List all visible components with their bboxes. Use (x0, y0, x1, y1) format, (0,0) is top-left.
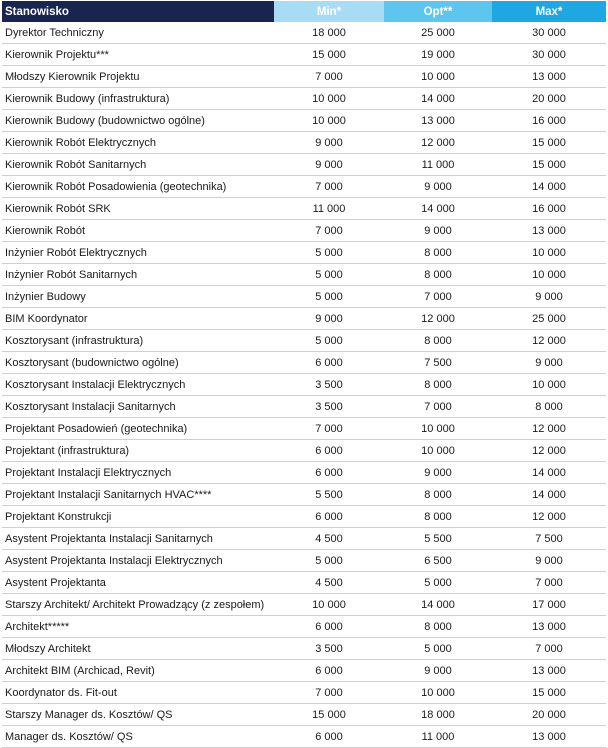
min-cell: 3 500 (274, 638, 384, 660)
table-row (2, 594, 606, 616)
position-cell: Kosztorysant Instalacji Sanitarnych (2, 396, 274, 418)
max-cell: 13 000 (492, 220, 606, 242)
table-row (2, 440, 606, 462)
opt-cell: 19 000 (384, 44, 492, 66)
opt-cell: 7 000 (384, 396, 492, 418)
max-cell: 20 000 (492, 704, 606, 726)
min-cell: 3 500 (274, 374, 384, 396)
min-cell: 6 000 (274, 660, 384, 682)
max-cell: 7 000 (492, 572, 606, 594)
min-cell: 10 000 (274, 110, 384, 132)
max-cell: 14 000 (492, 462, 606, 484)
position-cell: Inżynier Robót Elektrycznych (2, 242, 274, 264)
opt-cell: 8 000 (384, 242, 492, 264)
position-cell: Projektant Posadowień (geotechnika) (2, 418, 274, 440)
max-cell: 20 000 (492, 88, 606, 110)
table-row (2, 44, 606, 66)
table-row (2, 396, 606, 418)
table-row (2, 528, 606, 550)
max-cell: 12 000 (492, 440, 606, 462)
min-cell: 5 000 (274, 264, 384, 286)
opt-cell: 18 000 (384, 704, 492, 726)
min-cell: 6 000 (274, 616, 384, 638)
position-cell: Architekt BIM (Archicad, Revit) (2, 660, 274, 682)
max-cell: 12 000 (492, 330, 606, 352)
header-opt: Opt** (384, 1, 492, 22)
opt-cell: 10 000 (384, 440, 492, 462)
header-position: Stanowisko (2, 1, 274, 22)
opt-cell: 10 000 (384, 682, 492, 704)
table-row (2, 418, 606, 440)
position-cell: Dyrektor Techniczny (2, 22, 274, 44)
table-row (2, 220, 606, 242)
max-cell: 13 000 (492, 726, 606, 748)
table-row (2, 110, 606, 132)
table-row (2, 176, 606, 198)
table-row (2, 572, 606, 594)
opt-cell: 11 000 (384, 154, 492, 176)
min-cell: 4 500 (274, 572, 384, 594)
position-cell: Kosztorysant (infrastruktura) (2, 330, 274, 352)
max-cell: 9 000 (492, 550, 606, 572)
position-cell: Kierownik Robót Elektrycznych (2, 132, 274, 154)
position-cell: BIM Koordynator (2, 308, 274, 330)
opt-cell: 25 000 (384, 22, 492, 44)
min-cell: 10 000 (274, 594, 384, 616)
position-cell: Kierownik Robót SRK (2, 198, 274, 220)
opt-cell: 14 000 (384, 198, 492, 220)
max-cell: 14 000 (492, 484, 606, 506)
header-min: Min* (274, 1, 384, 22)
table-row (2, 330, 606, 352)
min-cell: 18 000 (274, 22, 384, 44)
max-cell: 9 000 (492, 286, 606, 308)
max-cell: 10 000 (492, 374, 606, 396)
table-row (2, 462, 606, 484)
max-cell: 13 000 (492, 616, 606, 638)
opt-cell: 7 500 (384, 352, 492, 374)
min-cell: 15 000 (274, 704, 384, 726)
table-row (2, 374, 606, 396)
max-cell: 10 000 (492, 264, 606, 286)
position-cell: Kierownik Projektu*** (2, 44, 274, 66)
position-cell: Asystent Projektanta Instalacji Elektrycznych (2, 550, 274, 572)
table-body (2, 22, 606, 748)
position-cell: Projektant (infrastruktura) (2, 440, 274, 462)
min-cell: 7 000 (274, 66, 384, 88)
max-cell: 30 000 (492, 44, 606, 66)
table-row (2, 726, 606, 748)
salary-table (2, 1, 606, 748)
opt-cell: 7 000 (384, 286, 492, 308)
position-cell: Projektant Konstrukcji (2, 506, 274, 528)
max-cell: 13 000 (492, 66, 606, 88)
max-cell: 7 500 (492, 528, 606, 550)
max-cell: 15 000 (492, 682, 606, 704)
opt-cell: 10 000 (384, 418, 492, 440)
table-row (2, 550, 606, 572)
opt-cell: 8 000 (384, 330, 492, 352)
position-cell: Projektant Instalacji Elektrycznych (2, 462, 274, 484)
min-cell: 15 000 (274, 44, 384, 66)
max-cell: 16 000 (492, 110, 606, 132)
opt-cell: 10 000 (384, 66, 492, 88)
table-row (2, 198, 606, 220)
min-cell: 7 000 (274, 682, 384, 704)
opt-cell: 9 000 (384, 462, 492, 484)
table-row (2, 242, 606, 264)
position-cell: Starszy Manager ds. Kosztów/ QS (2, 704, 274, 726)
opt-cell: 14 000 (384, 594, 492, 616)
header-row (2, 1, 606, 22)
table-row (2, 132, 606, 154)
min-cell: 9 000 (274, 308, 384, 330)
table-row (2, 616, 606, 638)
position-cell: Kierownik Robót Sanitarnych (2, 154, 274, 176)
table-row (2, 308, 606, 330)
opt-cell: 12 000 (384, 308, 492, 330)
position-cell: Projektant Instalacji Sanitarnych HVAC**** (2, 484, 274, 506)
max-cell: 25 000 (492, 308, 606, 330)
position-cell: Manager ds. Kosztów/ QS (2, 726, 274, 748)
opt-cell: 9 000 (384, 660, 492, 682)
min-cell: 6 000 (274, 506, 384, 528)
min-cell: 6 000 (274, 352, 384, 374)
position-cell: Asystent Projektanta Instalacji Sanitarnych (2, 528, 274, 550)
min-cell: 5 500 (274, 484, 384, 506)
position-cell: Młodszy Architekt (2, 638, 274, 660)
opt-cell: 8 000 (384, 506, 492, 528)
table-row (2, 154, 606, 176)
max-cell: 10 000 (492, 242, 606, 264)
max-cell: 8 000 (492, 396, 606, 418)
opt-cell: 5 000 (384, 572, 492, 594)
table-row (2, 704, 606, 726)
min-cell: 5 000 (274, 286, 384, 308)
position-cell: Inżynier Budowy (2, 286, 274, 308)
max-cell: 30 000 (492, 22, 606, 44)
table-row (2, 682, 606, 704)
position-cell: Kosztorysant (budownictwo ogólne) (2, 352, 274, 374)
max-cell: 16 000 (492, 198, 606, 220)
table-row (2, 660, 606, 682)
min-cell: 6 000 (274, 462, 384, 484)
min-cell: 9 000 (274, 154, 384, 176)
table-row (2, 638, 606, 660)
min-cell: 5 000 (274, 242, 384, 264)
min-cell: 5 000 (274, 550, 384, 572)
min-cell: 7 000 (274, 176, 384, 198)
opt-cell: 9 000 (384, 176, 492, 198)
min-cell: 6 000 (274, 440, 384, 462)
position-cell: Kierownik Robót Posadowienia (geotechnika) (2, 176, 274, 198)
position-cell: Koordynator ds. Fit-out (2, 682, 274, 704)
max-cell: 14 000 (492, 176, 606, 198)
min-cell: 7 000 (274, 418, 384, 440)
min-cell: 3 500 (274, 396, 384, 418)
opt-cell: 9 000 (384, 220, 492, 242)
opt-cell: 5 500 (384, 528, 492, 550)
table-header (2, 1, 606, 22)
min-cell: 7 000 (274, 220, 384, 242)
position-cell: Kierownik Budowy (budownictwo ogólne) (2, 110, 274, 132)
position-cell: Kierownik Robót (2, 220, 274, 242)
table-row (2, 286, 606, 308)
table-row (2, 22, 606, 44)
min-cell: 4 500 (274, 528, 384, 550)
position-cell: Starszy Architekt/ Architekt Prowadzący (z zespołem) (2, 594, 274, 616)
opt-cell: 5 000 (384, 638, 492, 660)
opt-cell: 8 000 (384, 484, 492, 506)
table-row (2, 264, 606, 286)
table-row (2, 88, 606, 110)
position-cell: Młodszy Kierownik Projektu (2, 66, 274, 88)
table-row (2, 506, 606, 528)
min-cell: 9 000 (274, 132, 384, 154)
min-cell: 11 000 (274, 198, 384, 220)
table-row (2, 484, 606, 506)
opt-cell: 8 000 (384, 264, 492, 286)
opt-cell: 6 500 (384, 550, 492, 572)
position-cell: Kierownik Budowy (infrastruktura) (2, 88, 274, 110)
max-cell: 12 000 (492, 506, 606, 528)
max-cell: 15 000 (492, 154, 606, 176)
table-row (2, 66, 606, 88)
opt-cell: 8 000 (384, 616, 492, 638)
table-row (2, 352, 606, 374)
min-cell: 5 000 (274, 330, 384, 352)
max-cell: 15 000 (492, 132, 606, 154)
position-cell: Asystent Projektanta (2, 572, 274, 594)
max-cell: 9 000 (492, 352, 606, 374)
max-cell: 17 000 (492, 594, 606, 616)
opt-cell: 12 000 (384, 132, 492, 154)
header-max: Max* (492, 1, 606, 22)
min-cell: 6 000 (274, 726, 384, 748)
max-cell: 13 000 (492, 660, 606, 682)
opt-cell: 8 000 (384, 374, 492, 396)
max-cell: 7 000 (492, 638, 606, 660)
position-cell: Architekt***** (2, 616, 274, 638)
opt-cell: 14 000 (384, 88, 492, 110)
position-cell: Kosztorysant Instalacji Elektrycznych (2, 374, 274, 396)
position-cell: Inżynier Robót Sanitarnych (2, 264, 274, 286)
opt-cell: 13 000 (384, 110, 492, 132)
opt-cell: 11 000 (384, 726, 492, 748)
min-cell: 10 000 (274, 88, 384, 110)
max-cell: 12 000 (492, 418, 606, 440)
